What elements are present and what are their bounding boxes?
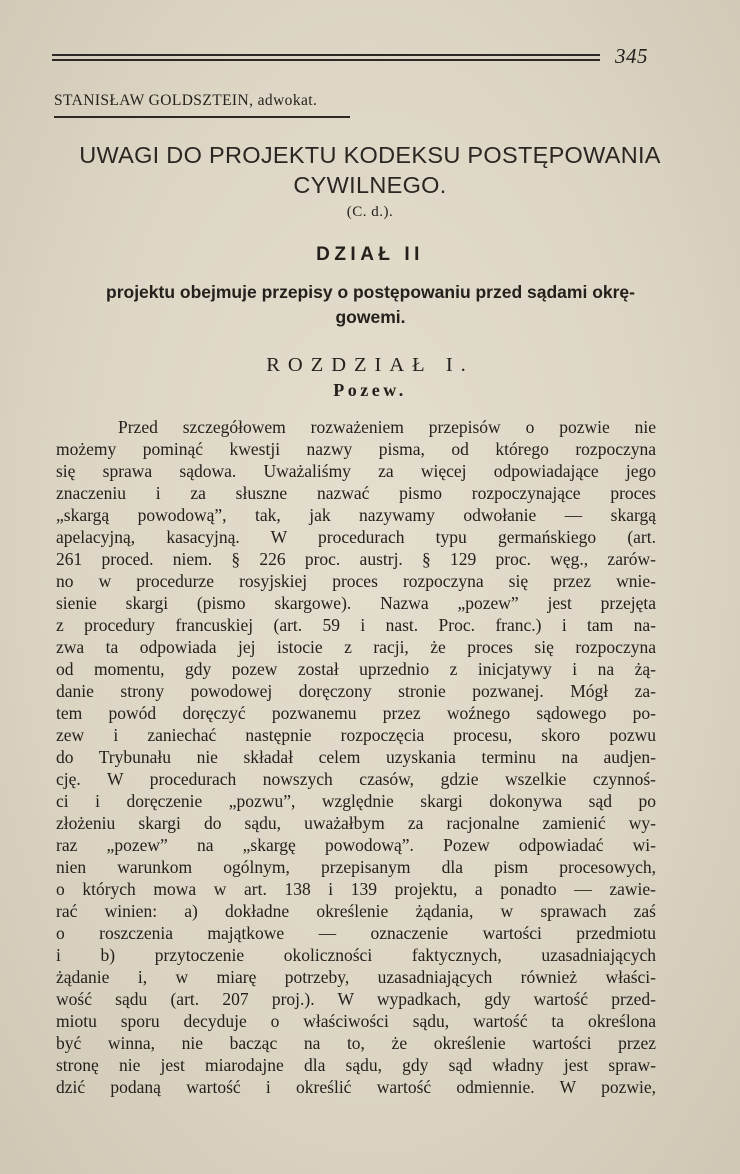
body-text-line: danie strony powodowej doręczony stronie pozwanej. Mógł za- xyxy=(56,681,656,701)
body-text-line: zwa ta odpowiada jej istocie z racji, że proces się rozpoczyna xyxy=(56,637,656,657)
section-subtitle xyxy=(48,280,693,330)
author-underline xyxy=(54,116,350,118)
article-title xyxy=(40,140,700,200)
header-double-rule xyxy=(52,54,600,62)
section-subtitle-line: projektu obejmuje przepisy o postępowaniu przed sądami okrę- xyxy=(106,282,635,302)
section-subtitle-line: gowemi. xyxy=(335,307,406,327)
body-text-line: rać winien: a) dokładne określenie żądania, w sprawach zaś xyxy=(56,901,656,921)
chapter-subtitle: Pozew. xyxy=(333,380,407,400)
body-text-line: o których mowa w art. 138 i 139 projektu, a ponadto — zawie- xyxy=(56,879,656,899)
body-text-line: miotu sporu decyduje o właściwości sądu, wartość ta określona xyxy=(56,1011,656,1031)
body-text-line: nien warunkom ogólnym, przepisanym dla pism procesowych, xyxy=(56,857,656,877)
body-text-line: znaczeniu i za słuszne nazwać pismo rozpoczynające proces xyxy=(56,483,656,503)
chapter-heading: ROZDZIAŁ I. xyxy=(266,354,474,376)
body-text-line: 261 proced. niem. § 226 proc. austrj. § 129 proc. węg., zarów- xyxy=(56,549,656,569)
body-text-line: raz „pozew” na „skargę powodową”. Pozew odpowiadać wi- xyxy=(56,835,656,855)
body-text-line: wość sądu (art. 207 proj.). W wypadkach, gdy wartość przed- xyxy=(56,989,656,1009)
body-text-line: być winna, nie bacząc na to, że określenie wartości przez xyxy=(56,1033,656,1053)
section-heading: DZIAŁ II xyxy=(316,244,424,265)
body-text-line: do Trybunału nie składał celem uzyskania terminu na audjen- xyxy=(56,747,656,767)
body-text-line: Przed szczegółowem rozważeniem przepisów o pozwie nie xyxy=(118,417,656,437)
body-text-line: z procedury francuskiej (art. 59 i nast. Proc. franc.) i tam na- xyxy=(56,615,656,635)
header-rule-bottom xyxy=(52,59,600,61)
body-text-line: i b) przytoczenie okoliczności faktycznych, uzasadniających xyxy=(56,945,656,965)
body-text-line: apelacyjną, kasacyjną. W procedurach typu germańskiego (art. xyxy=(56,527,656,547)
page-number: 345 xyxy=(615,44,648,68)
body-text-line: no w procedurze rosyjskiej proces rozpoczyna się przez wnie- xyxy=(56,571,656,591)
body-text-line: od momentu, gdy pozew został uprzednio z inicjatywy i na żą- xyxy=(56,659,656,679)
body-text-line: zew i zaniechać następnie rozpoczęcia procesu, skoro pozwu xyxy=(56,725,656,745)
body-text-line: tem powód doręczyć pozwanemu przez woźnego sądowego po- xyxy=(56,703,656,723)
body-text-line: o roszczenia majątkowe — oznaczenie wartości przedmiotu xyxy=(56,923,656,943)
body-text-line: dzić podaną wartość i określić wartość odmiennie. W pozwie, xyxy=(56,1077,656,1097)
body-text-line: żądanie i, w miarę potrzeby, uzasadniających również właści- xyxy=(56,967,656,987)
body-text-line: ci i doręczenie „pozwu”, względnie skargi dokonywa sąd po xyxy=(56,791,656,811)
author-line: STANISŁAW GOLDSZTEIN, adwokat. xyxy=(54,92,318,109)
body-paragraph xyxy=(56,416,656,1098)
body-text-line: „skargą powodową”, tak, jak nazywamy odwołanie — skargą xyxy=(56,505,656,525)
body-text-line: cję. W procedurach nowszych czasów, gdzie wszelkie czynnoś- xyxy=(56,769,656,789)
article-title-line: CYWILNEGO. xyxy=(293,172,447,198)
body-text-line: stronę nie jest miarodajne dla sądu, gdy sąd władny jest spraw- xyxy=(56,1055,656,1075)
article-title-line: UWAGI DO PROJEKTU KODEKSU POSTĘPOWANIA xyxy=(79,142,661,168)
body-text-line: złożeniu skargi do sądu, uważałbym za racjonalne zamienić wy- xyxy=(56,813,656,833)
continuation-note: (C. d.). xyxy=(346,204,394,220)
body-text-line: możemy pominąć kwestji nazwy pisma, od którego rozpoczyna xyxy=(56,439,656,459)
header-rule-top xyxy=(52,54,600,56)
body-text-line: sienie skargi (pismo skargowe). Nazwa „pozew” jest przejęta xyxy=(56,593,656,613)
body-text-line: się sprawa sądowa. Uważaliśmy za więcej odpowiadające jego xyxy=(56,461,656,481)
